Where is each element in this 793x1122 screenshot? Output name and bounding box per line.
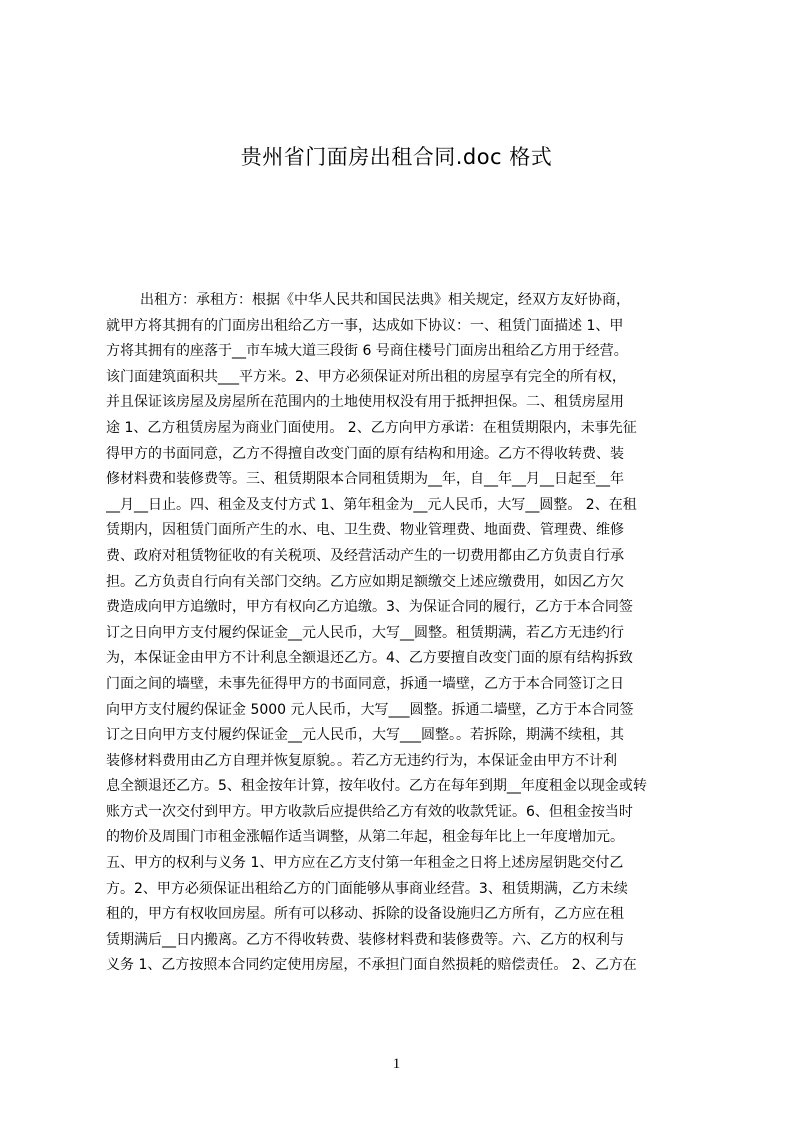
body-line: 方将其拥有的座落于__市车城大道三段街 6 号商住楼号门面房出租给乙方用于经营。 bbox=[106, 343, 628, 360]
document-body bbox=[106, 288, 698, 979]
body-line: 义务 1、乙方按照本合同约定使用房屋，不承担门面自然损耗的赔偿责任。 2、乙方在 bbox=[106, 957, 637, 974]
body-line: 途 1、乙方租赁房屋为商业门面使用。 2、乙方向甲方承诺：在租赁期限内，未事先征 bbox=[106, 419, 637, 436]
body-line: 费造成向甲方追缴时，甲方有权向乙方追缴。3、为保证合同的履行，乙方于本合同签 bbox=[106, 599, 633, 616]
body-line: 为，本保证金由甲方不计利息全额退还乙方。4、乙方要擅自改变门面的原有结构拆致 bbox=[106, 650, 633, 667]
body-line: 订之日向甲方支付履约保证金__元人民币，大写___圆整。。若拆除，期满不续租，其 bbox=[106, 727, 624, 744]
body-line: 赁期满后__日内搬离。乙方不得收转费、装修材料费和装修费等。六、乙方的权利与 bbox=[106, 931, 624, 948]
body-line: 五、甲方的权利与义务 1、甲方应在乙方支付第一年租金之日将上述房屋钥匙交付乙 bbox=[106, 855, 624, 872]
body-line: 向甲方支付履约保证金 5000 元人民币，大写___圆整。拆通二墙壁，乙方于本合同签 bbox=[106, 701, 634, 718]
body-line: 就甲方将其拥有的门面房出租给乙方一事，达成如下协议：一、租赁门面描述 1、甲 bbox=[106, 317, 624, 334]
body-line: 费、政府对租赁物征收的有关税项、及经营活动产生的一切费用都由乙方负责自行承 bbox=[106, 547, 624, 564]
body-line: 修材料费和装修费等。三、租赁期限本合同租赁期为__年，自__年__月__日起至__年 bbox=[106, 471, 624, 488]
body-line: 该门面建筑面积共___平方米。2、甲方必须保证对所出租的房屋享有完全的所有权， bbox=[106, 368, 626, 385]
body-line: 账方式一次交付到甲方。甲方收款后应提供给乙方有效的收款凭证。6、但租金按当时 bbox=[106, 803, 633, 820]
body-line: __月__日止。四、租金及支付方式 1、第年租金为__元人民币，大写__圆整。 2、在租 bbox=[106, 496, 637, 513]
body-line: 方。2、甲方必须保证出租给乙方的门面能够从事商业经营。3、租赁期满，乙方未续 bbox=[106, 880, 628, 897]
body-line: 息全额退还乙方。5、租金按年计算，按年收付。乙方在每年到期__年度租金以现金或转 bbox=[106, 778, 647, 795]
body-line: 装修材料费用由乙方自理并恢复原貌。。若乙方无违约行为，本保证金由甲方不计利 bbox=[106, 752, 617, 769]
body-line: 并且保证该房屋及房屋所在范围内的土地使用权没有用于抵押担保。二、租赁房屋用 bbox=[106, 394, 624, 411]
body-line: 担。乙方负责自行向有关部门交纳。乙方应如期足额缴交上述应缴费用，如因乙方欠 bbox=[106, 573, 624, 590]
body-line: 门面之间的墙壁，未事先征得甲方的书面同意，拆通一墙壁，乙方于本合同签订之日 bbox=[106, 675, 624, 692]
body-line: 订之日向甲方支付履约保证金__元人民币，大写__圆整。租赁期满，若乙方无违约行 bbox=[106, 624, 624, 641]
body-line: 的物价及周围门市租金涨幅作适当调整，从第二年起，租金每年比上一年度增加元。 bbox=[106, 829, 624, 846]
body-line: 租的，甲方有权收回房屋。所有可以移动、拆除的设备设施归乙方所有，乙方应在租 bbox=[106, 906, 624, 923]
body-line: 赁期内，因租赁门面所产生的水、电、卫生费、物业管理费、地面费、管理费、维修 bbox=[106, 522, 624, 539]
document-title: 贵州省门面房出租合同.doc 格式 bbox=[240, 145, 553, 169]
page-number: 1 bbox=[392, 1056, 401, 1072]
body-line: 得甲方的书面同意，乙方不得擅自改变门面的原有结构和用途。乙方不得收转费、装 bbox=[106, 445, 624, 462]
body-line: 出租方：承租方：根据《中华人民共和国民法典》相关规定，经双方友好协商， bbox=[140, 292, 630, 308]
